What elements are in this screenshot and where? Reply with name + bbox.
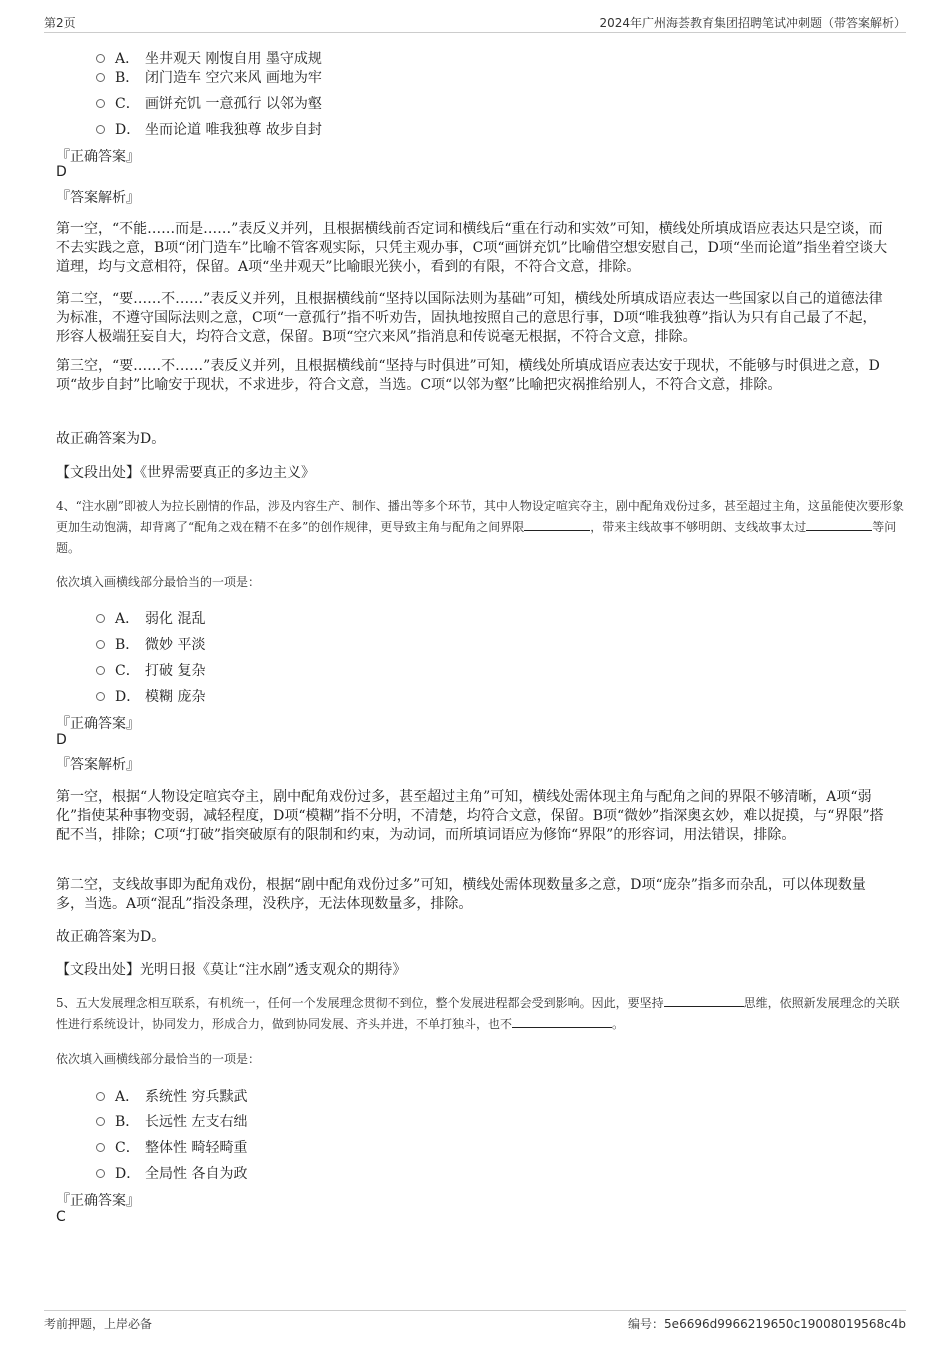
q5-prompt: 依次填入画横线部分最恰当的一项是： [56,1052,261,1066]
radio-icon[interactable] [96,614,105,623]
page-number: 第2页 [44,16,76,30]
q3-source: 【文段出处】《世界需要真正的多边主义》 [56,465,315,481]
document-id: 编号：5e6696d9966219650c19008019568c4b [628,1317,906,1331]
radio-icon[interactable] [96,666,105,675]
radio-icon[interactable] [96,1117,105,1126]
page-header [44,12,906,33]
document-title: 2024年广州海荟教育集团招聘笔试冲刺题（带答案解析） [599,16,906,30]
page-footer [44,1310,906,1336]
q4-analysis-label: 『答案解析』 [56,757,140,773]
q3-analysis-label: 『答案解析』 [56,190,140,206]
q5-stem: 5、五大发展理念相互联系，有机统一，任何一个发展理念贯彻不到位，整个发展进程都会受到影响。因此，要坚持 思维，依照新发展理念的关联性进行系统设计，协同发力，形成合力，做到协同发展、齐头并进，不单打独斗，也不 。 [56,996,900,1031]
radio-icon[interactable] [96,73,105,82]
q5-blank-2 [512,1015,612,1028]
q4-source: 【文段出处】光明日报《莫让“注水剧”透支观众的期待》 [56,962,407,978]
radio-icon[interactable] [96,640,105,649]
q4-analysis-para-1: 第一空，根据“人物设定喧宾夺主，剧中配角戏份过多，甚至超过主角”可知，横线处需体现主角与配角之间的界限不够清晰，A项“弱化”指使某种事物变弱，减轻程度，D项“模糊”指不分明，不清楚，均符合文意，保留。B项“微妙”指深奥玄妙，难以捉摸，与“界限”搭配不当，排除；C项“打破”指突破原有的限制和约束，为动词，而所填词语应为修饰“界限”的形容词，用法错误，排除。 [56,789,884,843]
radio-icon[interactable] [96,1143,105,1152]
q4-blank-1 [524,518,590,531]
q5-blank-1 [664,994,744,1007]
q4-answer: D [56,732,67,748]
q4-blank-2 [806,518,872,531]
radio-icon[interactable] [96,1092,105,1101]
q3-answer: D [56,164,67,180]
q4-stem: 4、“注水剧”即被人为拉长剧情的作品，涉及内容生产、制作、播出等多个环节，其中人物设定喧宾夺主，剧中配角戏份过多，甚至超过主角，这虽能使次要形象更加生动饱满，却背离了“配角之戏在精不在多”的创作规律，更导致主角与配角之间界限 ，带来主线故事不够明朗、支线故事太过 等问题。 [56,499,904,555]
q3-analysis-para-3: 第三空，“要……不……”表反义并列，且根据横线前“坚持与时俱进”可知，横线处所填成语应表达安于现状，不能够与时俱进之意，D项“故步自封”比喻安于现状，不求进步，符合文意，当选。C项“以邻为壑”比喻把灾祸推给别人，不符合文意，排除。 [56,358,880,393]
footer-slogan: 考前押题，上岸必备 [44,1317,153,1331]
q5-answer-label: 『正确答案』 [56,1193,140,1209]
radio-icon[interactable] [96,1169,105,1178]
q4-answer-label: 『正确答案』 [56,716,140,732]
q3-analysis-para-1: 第一空，“不能……而是……”表反义并列，且根据横线前否定词和横线后“重在行动和实效”可知，横线处所填成语应表达只是空谈，而不去实践之意，B项“闭门造车”比喻不管客观实际，只凭主观办事，C项“画饼充饥”比喻借空想安慰自己，D项“坐而论道”指坐着空谈大道理，均与文意相符，保留。A项“坐井观天”比喻眼光狭小，看到的有限，不符合文意，排除。 [56,221,888,275]
q4-conclusion: 故正确答案为D。 [56,929,166,945]
q4-analysis-para-2: 第二空，支线故事即为配角戏份，根据“剧中配角戏份过多”可知，横线处需体现数量多之意，D项“庞杂”指多而杂乱，可以体现数量多，当选。A项“混乱”指没条理，没秩序，无法体现数量多，排除。 [56,877,866,912]
q4-prompt: 依次填入画横线部分最恰当的一项是： [56,575,261,589]
radio-icon[interactable] [96,54,105,63]
radio-icon[interactable] [96,125,105,134]
q3-analysis-para-2: 第二空，“要……不……”表反义并列，且根据横线前“坚持以国际法则为基础”可知，横线处所填成语应表达一些国家以自己的道德法律为标准，不遵守国际法则之意，C项“一意孤行”指不听劝告，固执地按照自己的意思行事，D项“唯我独尊”指认为只有自己最了不起，形容人极端狂妄自大，均符合文意，保留。B项“空穴来风”指消息和传说毫无根据，不符合文意，排除。 [56,291,883,345]
radio-icon[interactable] [96,99,105,108]
radio-icon[interactable] [96,692,105,701]
q3-conclusion: 故正确答案为D。 [56,431,166,447]
q5-answer: C [56,1209,66,1225]
q3-answer-label: 『正确答案』 [56,149,140,165]
